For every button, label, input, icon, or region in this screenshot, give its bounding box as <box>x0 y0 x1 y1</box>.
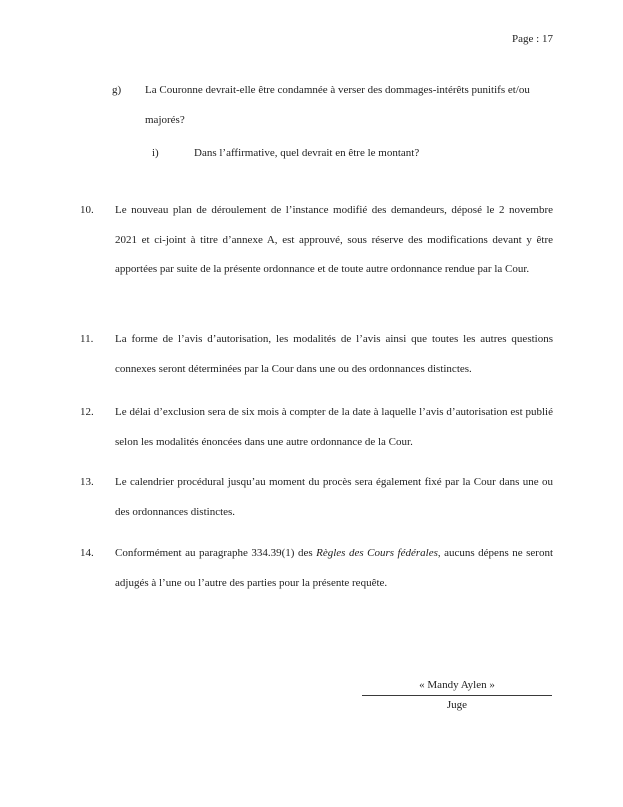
order-paragraph-12 <box>80 398 553 457</box>
signature-block <box>362 678 552 713</box>
question-item-g <box>112 76 553 135</box>
question-item-g-text: La Couronne devrait-elle être condamnée à verser des dommages-intérêts punitifs et/ou majorés? <box>145 84 530 126</box>
order-paragraph-10-text: Le nouveau plan de déroulement de l’instance modifié des demandeurs, déposé le 2 novembre 2021 et ci-joint à titre d’annexe A, est approuvé, sous réserve des modifications devant y être apportées par suite de la présente ordonnance et de toute autre ordonnance rendue par la Cour. <box>115 204 553 275</box>
order-paragraph-11 <box>80 325 553 384</box>
order-paragraph-13-number: 13. <box>80 476 94 488</box>
order-paragraph-13 <box>80 468 553 527</box>
cited-rules-title: Règles des Cours fédérales <box>316 547 438 559</box>
order-paragraph-10-number: 10. <box>80 204 94 216</box>
order-paragraph-12-text: Le délai d’exclusion sera de six mois à compter de la date à laquelle l’avis d’autorisation est publié selon les modalités énoncées dans une autre ordonnance de la Cour. <box>115 406 553 448</box>
question-item-g-label: g) <box>112 84 122 96</box>
order-paragraph-14 <box>80 539 553 598</box>
question-item-g-i-label: i) <box>152 147 159 159</box>
page-number: Page : 17 <box>512 33 553 45</box>
question-item-g-i <box>152 139 553 169</box>
order-paragraph-13-text: Le calendrier procédural jusqu’au moment du procès sera également fixé par la Cour dans une ou des ordonnances distinctes. <box>115 476 553 518</box>
order-paragraph-14-text-pre: Conformément au paragraphe 334.39(1) des <box>115 547 317 559</box>
order-paragraph-12-number: 12. <box>80 406 94 418</box>
order-paragraph-14-text <box>115 539 553 598</box>
order-paragraph-14-number: 14. <box>80 547 94 559</box>
order-paragraph-11-number: 11. <box>80 333 94 345</box>
order-paragraph-14-text-post: , aucuns dépens ne seront adjugés à l’une ou l’autre des parties pour la présente requête. <box>115 547 554 589</box>
signature-name: « Mandy Aylen » <box>419 679 495 691</box>
order-paragraph-11-text: La forme de l’avis d’autorisation, les modalités de l’avis ainsi que toutes les autres questions connexes seront déterminées par la Cour dans une ou des ordonnances distinctes. <box>115 333 553 375</box>
question-item-g-i-text: Dans l’affirmative, quel devrait en être le montant? <box>194 147 420 159</box>
signature-role: Juge <box>446 699 468 711</box>
order-paragraph-10 <box>80 196 553 285</box>
signature-line <box>362 678 552 696</box>
